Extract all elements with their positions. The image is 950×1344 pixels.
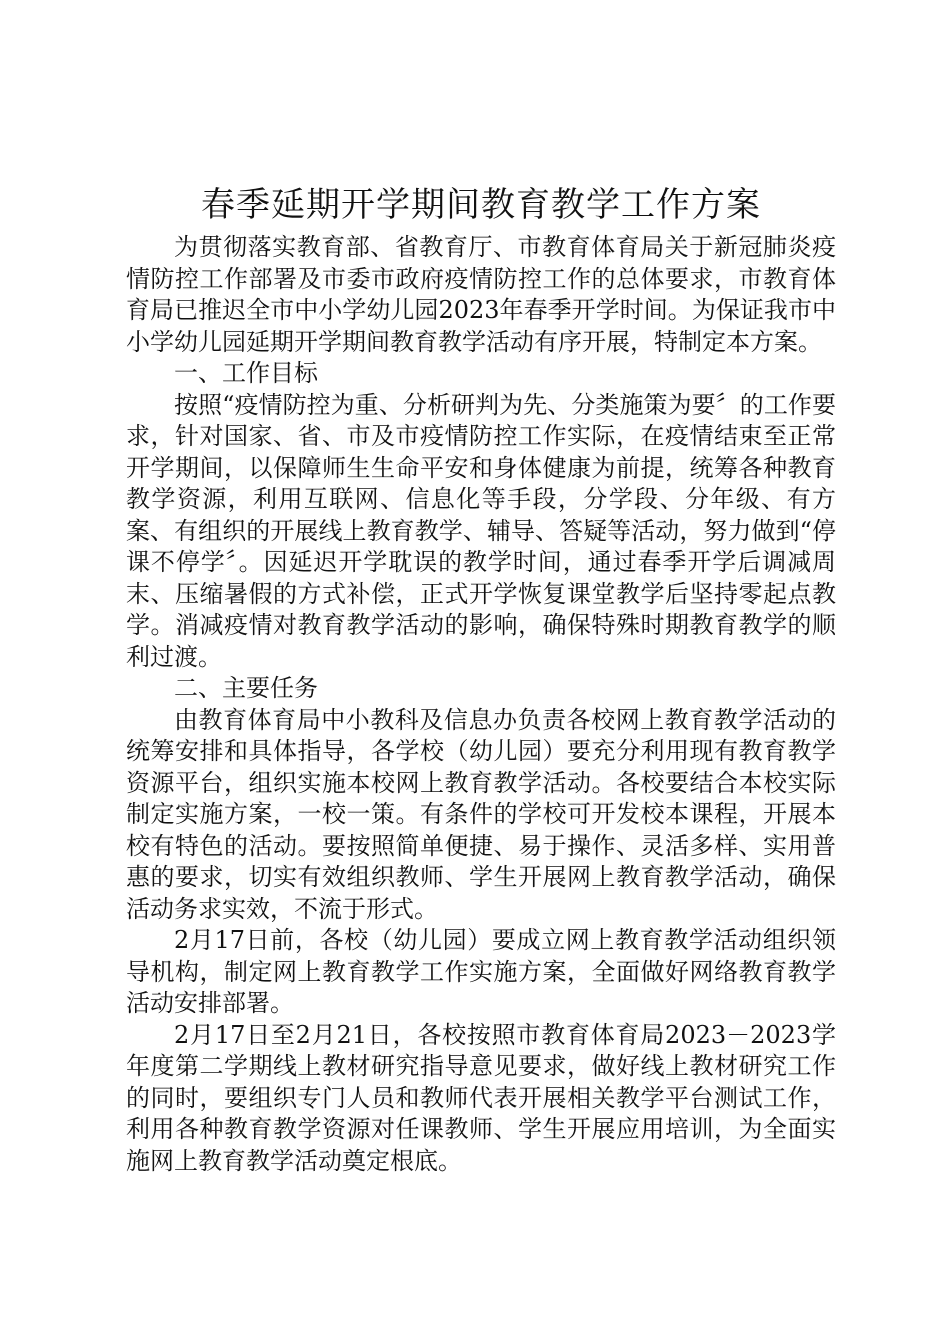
- task-item-feb17-21: 2月17日至2月21日，各校按照市教育体育局2023－2023学年度第二学期线上教材研究指导意见要求，做好线上教材研究工作的同时，要组织专门人员和教师代表开展相关教学平台测试工作，利用各种教育教学资源对任课教师、学生开展应用培训，为全面实施网上教育教学活动奠定根底。: [126, 1020, 836, 1175]
- document-page: [126, 180, 836, 1177]
- section-heading-tasks: 二、主要任务: [174, 674, 318, 702]
- document-title: 春季延期开学期间教育教学工作方案: [201, 185, 761, 225]
- section-heading-goals: 一、工作目标: [174, 359, 318, 387]
- goals-paragraph: 按照“疫情防控为重、分析研判为先、分类施策为要〞的工作要求，针对国家、省、市及市疫情防控工作实际，在疫情结束至正常开学期间，以保障师生生命平安和身体健康为前提，统筹各种教育教学资源，利用互联网、信息化等手段，分学段、分年级、有方案、有组织的开展线上教育教学、辅导、答疑等活动，努力做到“停课不停学〞。因延迟开学耽误的教学时间，通过春季开学后调减周末、压缩暑假的方式补偿，正式开学恢复课堂教学后坚持零起点教学。消减疫情对教育教学活动的影响，确保特殊时期教育教学的顺利过渡。: [126, 390, 836, 671]
- tasks-paragraph: 由教育体育局中小教科及信息办负责各校网上教育教学活动的统筹安排和具体指导，各学校（幼儿园）要充分利用现有教育教学资源平台，组织实施本校网上教育教学活动。各校要结合本校实际制定实施方案，一校一策。有条件的学校可开发校本课程，开展本校有特色的活动。要按照简单便捷、易于操作、灵活多样、实用普惠的要求，切实有效组织教师、学生开展网上教育教学活动，确保活动务求实效，不流于形式。: [126, 705, 836, 923]
- task-item-feb17: 2月17日前，各校（幼儿园）要成立网上教育教学活动组织领导机构，制定网上教育教学工作实施方案，全面做好网络教育教学活动安排部署。: [126, 926, 836, 1017]
- intro-paragraph: 为贯彻落实教育部、省教育厅、市教育体育局关于新冠肺炎疫情防控工作部署及市委市政府疫情防控工作的总体要求，市教育体育局已推迟全市中小学幼儿园2023年春季开学时间。为保证我市中小学幼儿园延期开学期间教育教学活动有序开展，特制定本方案。: [126, 233, 836, 356]
